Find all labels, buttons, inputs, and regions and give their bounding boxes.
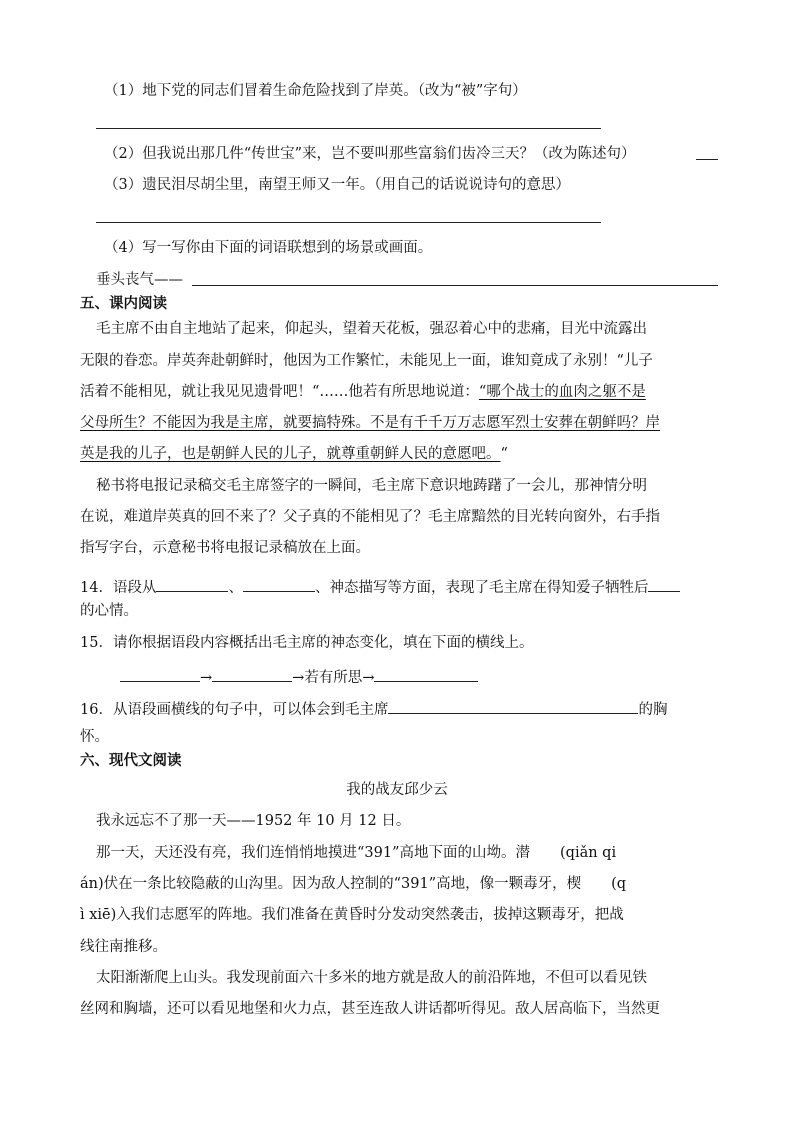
passage-line <box>96 843 616 863</box>
answer-blank[interactable] <box>388 698 638 714</box>
passage-line: 线往南推移。 <box>80 939 167 955</box>
underlined-sentence: “哪个战士的血肉之躯不是 <box>478 384 646 400</box>
section-heading-5: 五、课内阅读 <box>80 296 167 312</box>
passage-line: 太阳渐渐爬上山头。我发现前面六十多米的地方就是敌人的前沿阵地，不但可以看见铁 <box>96 970 647 986</box>
answer-line-1[interactable] <box>96 128 601 129</box>
question-14 <box>80 576 680 598</box>
answer-line-3[interactable] <box>96 222 601 223</box>
passage-line <box>80 874 626 894</box>
answer-blank[interactable] <box>120 666 200 682</box>
question-14-cont: 的心情。 <box>80 603 138 619</box>
arrow-icon: → <box>200 670 213 686</box>
question-rewrite-2: （2）但我说出那几件“传世宝”来，岂不要叫那些富翁们齿冷三天？（改为陈述句） <box>104 146 636 162</box>
underlined-sentence: 英是我的儿子，也是朝鲜人民的儿子，就尊重朝鲜人民的意愿吧。 <box>80 446 501 462</box>
question-16-cont: 怀。 <box>80 729 109 745</box>
arrow-icon: → <box>292 670 305 686</box>
passage-line: 在说，难道岸英真的回不来了？父子真的不能相见了？毛主席黯然的目光转向窗外，右手指 <box>80 509 660 525</box>
answer-line-4[interactable] <box>192 285 718 286</box>
pinyin-annotation: (qiǎn qi <box>560 845 617 861</box>
question-rewrite-4: （4）写一写你由下面的词语联想到的场景或画面。 <box>104 240 433 256</box>
passage-text: “ <box>500 446 508 462</box>
section-heading-6: 六、现代文阅读 <box>80 753 182 769</box>
question-16 <box>80 698 667 720</box>
passage-line: 指写字台，示意秘书将电报记录稿放在上面。 <box>80 540 370 556</box>
passage-line <box>80 444 508 464</box>
answer-blank[interactable] <box>156 576 228 592</box>
underlined-sentence: 父母所生？不能因为我是主席，就要搞特殊。不是有千千万万志愿军烈士安葬在朝鲜吗？岸 <box>80 415 660 431</box>
answer-line-2[interactable] <box>696 159 718 160</box>
passage-line: 丝网和胸墙，还可以看见地堡和火力点，甚至连敌人讲话都听得见。敌人居高临下，当然更 <box>80 1001 660 1017</box>
passage-title: 我的战友邱少云 <box>346 782 448 798</box>
passage-line: ì xiē)入我们志愿军的阵地。我们准备在黄昏时分发动突然袭击，拔掉这颗毒牙，把战 <box>80 907 624 923</box>
passage-text: 活着不能相见，就让我见见遗骨吧！“……他若有所思地说道： <box>80 384 479 400</box>
question-14-text: 、 <box>228 580 243 596</box>
passage-line <box>80 382 646 402</box>
answer-blank[interactable] <box>374 666 478 682</box>
passage-text: án)伏在一条比较隐蔽的山沟里。因为敌人控制的“391”高地，像一颗毒牙，楔 <box>80 876 582 892</box>
pinyin-annotation: (q <box>611 876 627 892</box>
answer-blank[interactable] <box>648 576 680 592</box>
arrow-icon: → <box>362 670 375 686</box>
passage-line: 我永远忘不了那一天——1952 年 10 月 12 日。 <box>96 813 411 829</box>
question-rewrite-1: （1）地下党的同志们冒着生命危险找到了岸英。（改为“被”字句） <box>104 83 527 99</box>
question-14-text: 14．语段从 <box>80 580 157 596</box>
question-rewrite-3: （3）遗民泪尽胡尘里，南望王师又一年。（用自己的话说说诗句的意思） <box>104 177 570 193</box>
passage-line: 秘书将电报记录稿交毛主席签字的一瞬间，毛主席下意识地踌躇了一会儿，那神情分明 <box>96 478 647 494</box>
passage-text: 那一天，天还没有亮，我们连悄悄地摸进“391”高地下面的山坳。潜 <box>96 845 530 861</box>
question-14-text: 、神态描写等方面，表现了毛主席在得知爱子牺牲后 <box>314 580 649 596</box>
question-15: 15．请你根据语段内容概括出毛主席的神态变化，填在下面的横线上。 <box>80 635 534 651</box>
question-16-text: 的胸 <box>638 702 668 718</box>
passage-line: 无限的眷恋。岸英奔赴朝鲜时，他因为工作繁忙，未能见上一面，谁知竟成了永别！“儿子 <box>80 353 653 369</box>
question-15-chain <box>120 666 478 688</box>
answer-blank[interactable] <box>243 576 315 592</box>
idiom-prompt: 垂头丧气—— <box>96 272 183 288</box>
given-expression: 若有所思 <box>304 670 363 686</box>
passage-line: 毛主席不由自主地站了起来，仰起头，望着天花板，强忍着心中的悲痛，目光中流露出 <box>96 321 647 337</box>
question-16-text: 16．从语段画横线的句子中，可以体会到毛主席 <box>80 702 389 718</box>
answer-blank[interactable] <box>212 666 292 682</box>
